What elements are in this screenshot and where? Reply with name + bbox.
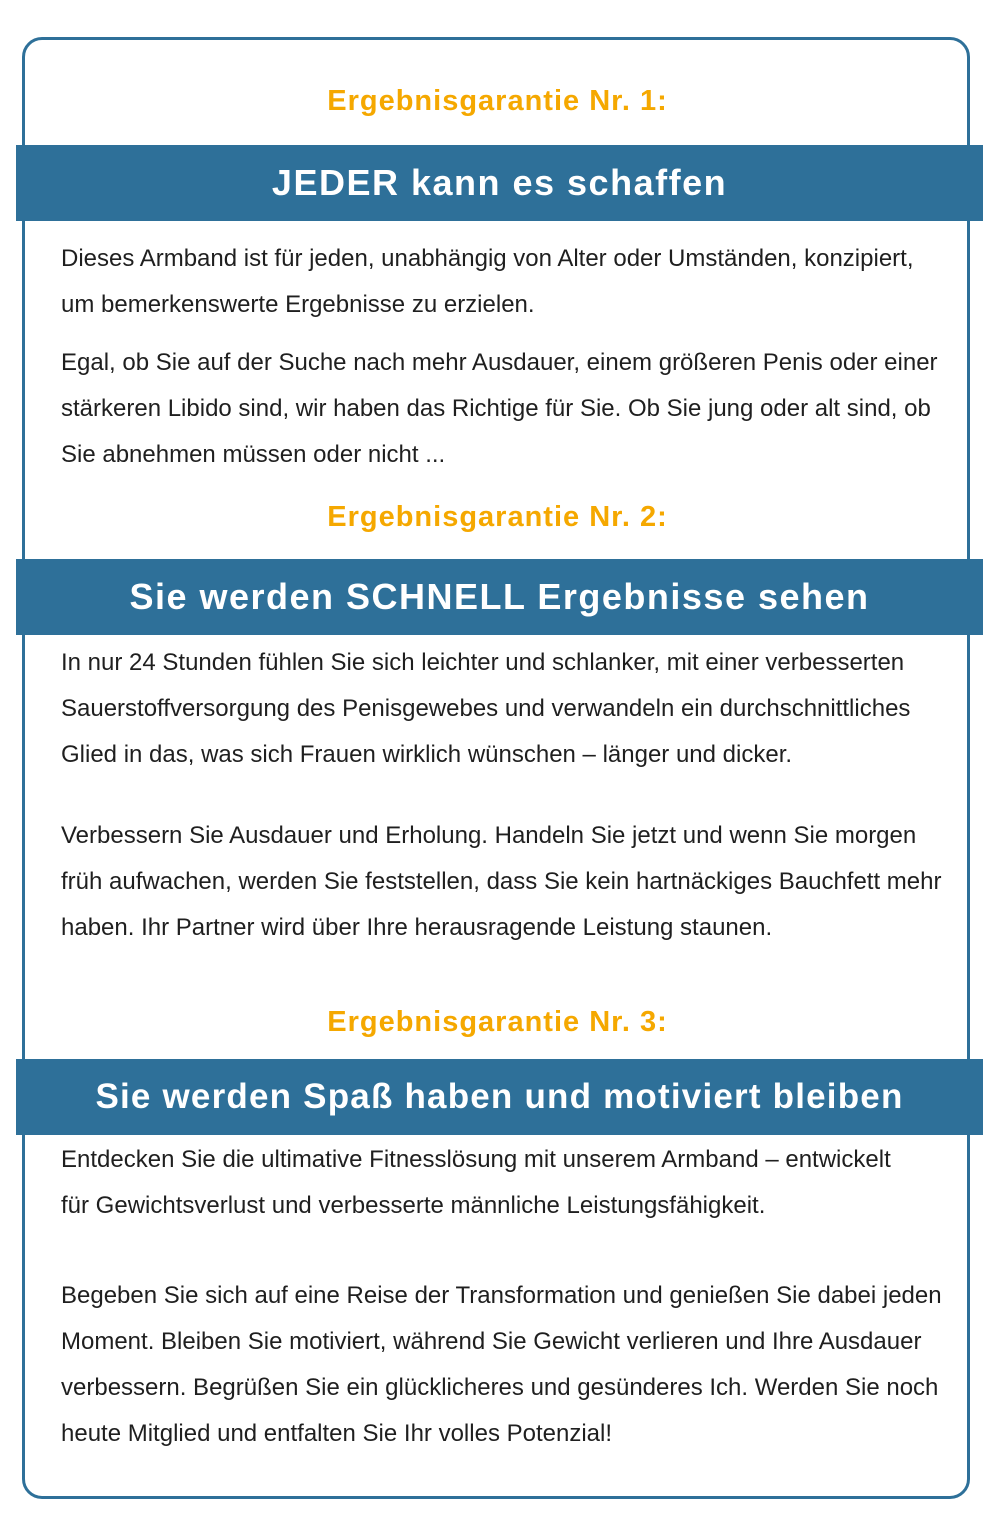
section-heading-2-text: Sie werden SCHNELL Ergebnisse sehen	[129, 576, 870, 617]
section-3-paragraph-2: Begeben Sie sich auf eine Reise der Transformation und genießen Sie dabei jeden Moment. Bleiben Sie motiviert, während Sie Gewicht verlieren und Ihre Ausdauer verbessern. Begrüßen Sie ein glücklicheres und gesünderes Ich. Werden Sie noch heute Mitglied und entfalten Sie Ihr volles Potenzial!	[61, 1282, 942, 1447]
guarantee-label-3: Ergebnisgarantie Nr. 3:	[327, 1006, 668, 1038]
section-heading-1	[16, 145, 983, 221]
section-heading-3	[16, 1059, 983, 1135]
guarantee-label-2: Ergebnisgarantie Nr. 2:	[327, 501, 668, 533]
section-1-paragraph-1: Dieses Armband ist für jeden, unabhängig von Alter oder Umständen, konzipiert, um bemerkenswerte Ergebnisse zu erzielen.	[61, 245, 914, 318]
section-heading-2	[16, 559, 983, 635]
section-2-paragraph-1: In nur 24 Stunden fühlen Sie sich leichter und schlanker, mit einer verbesserten Sauerstoffversorgung des Penisgewebes und verwandeln ein durchschnittliches Glied in das, was sich Frauen wirklich wünschen – länger und dicker.	[61, 649, 911, 768]
section-3-paragraph-1: Entdecken Sie die ultimative Fitnesslösung mit unserem Armband – entwickelt für Gewichtsverlust und verbesserte männliche Leistungsfähigkeit.	[61, 1146, 891, 1219]
section-heading-1-text: JEDER kann es schaffen	[271, 162, 728, 203]
section-1-paragraph-2: Egal, ob Sie auf der Suche nach mehr Ausdauer, einem größeren Penis oder einer stärkeren Libido sind, wir haben das Richtige für Sie. Ob Sie jung oder alt sind, ob Sie abnehmen müssen oder nicht ...	[61, 349, 938, 468]
guarantee-label-1: Ergebnisgarantie Nr. 1:	[327, 85, 668, 117]
section-2-paragraph-2: Verbessern Sie Ausdauer und Erholung. Handeln Sie jetzt und wenn Sie morgen früh aufwachen, werden Sie feststellen, dass Sie kein hartnäckiges Bauchfett mehr haben. Ihr Partner wird über Ihre herausragende Leistung staunen.	[61, 822, 942, 941]
section-heading-3-text: Sie werden Spaß haben und motiviert bleiben	[95, 1077, 904, 1116]
